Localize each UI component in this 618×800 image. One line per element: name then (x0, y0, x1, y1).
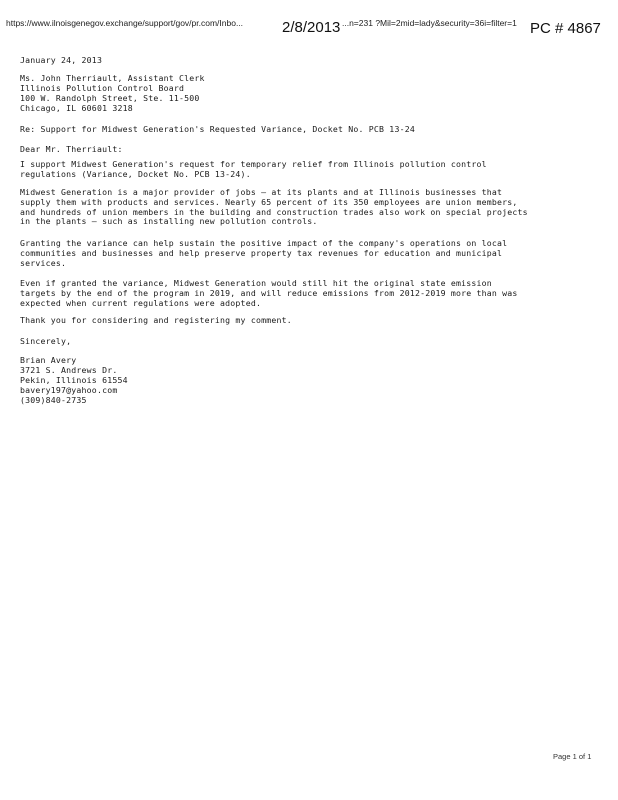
subject-line: Re: Support for Midwest Generation's Requested Variance, Docket No. PCB 13-24 (20, 124, 415, 134)
body-paragraph: Granting the variance can help sustain the positive impact of the company's operations on local communities and businesses and help preserve property tax revenues for education and municipal services. (20, 238, 508, 268)
body-paragraph: I support Midwest Generation's request for temporary relief from Illinois pollution control regulations (Variance, Docket No. PCB 13-24). (20, 159, 487, 179)
signature-line: Pekin, Illinois 61554 (20, 375, 128, 385)
public-comment-number: PC # 4867 (530, 20, 601, 37)
signature-line: (309)840-2735 (20, 395, 87, 405)
signature-line: 3721 S. Andrews Dr. (20, 365, 118, 375)
page-number: Page 1 of 1 (553, 752, 592, 761)
letter-date: January 24, 2013 (20, 55, 103, 65)
closing: Sincerely, (20, 336, 72, 346)
fax-header-url: https://www.ilnoisgenegov.exchange/support/gov/pr.com/Inbo... (6, 18, 244, 28)
body-paragraph: Midwest Generation is a major provider of jobs — at its plants and at Illinois businesses that supply them with products and services. Nearly 65 percent of its 350 employees are union members, and hundreds of union members in the building and construction trades also work on special projects in the plants — such as installing new pollution controls. (20, 187, 528, 227)
body-paragraph: Thank you for considering and registering my comment. (20, 315, 292, 325)
recipient-line: Illinois Pollution Control Board (20, 83, 185, 93)
signature-line: bavery197@yahoo.com (20, 385, 118, 395)
recipient-line: Chicago, IL 60601 3218 (20, 103, 133, 113)
salutation: Dear Mr. Therriault: (20, 144, 123, 154)
recipient-line: 100 W. Randolph Street, Ste. 11-500 (20, 93, 200, 103)
recipient-line: Ms. John Therriault, Assistant Clerk (20, 73, 205, 83)
body-paragraph: Even if granted the variance, Midwest Generation would still hit the original state emission targets by the end of the program in 2019, and will reduce emissions from 2012-2019 more than was expected when current regulations were adopted. (20, 278, 518, 308)
fax-header-date: 2/8/2013 (282, 19, 341, 36)
signature-line: Brian Avery (20, 355, 77, 365)
fax-header-url-suffix: ...n=231 ?Mil=2mid=lady&security=36i=filter=1 (342, 18, 517, 28)
